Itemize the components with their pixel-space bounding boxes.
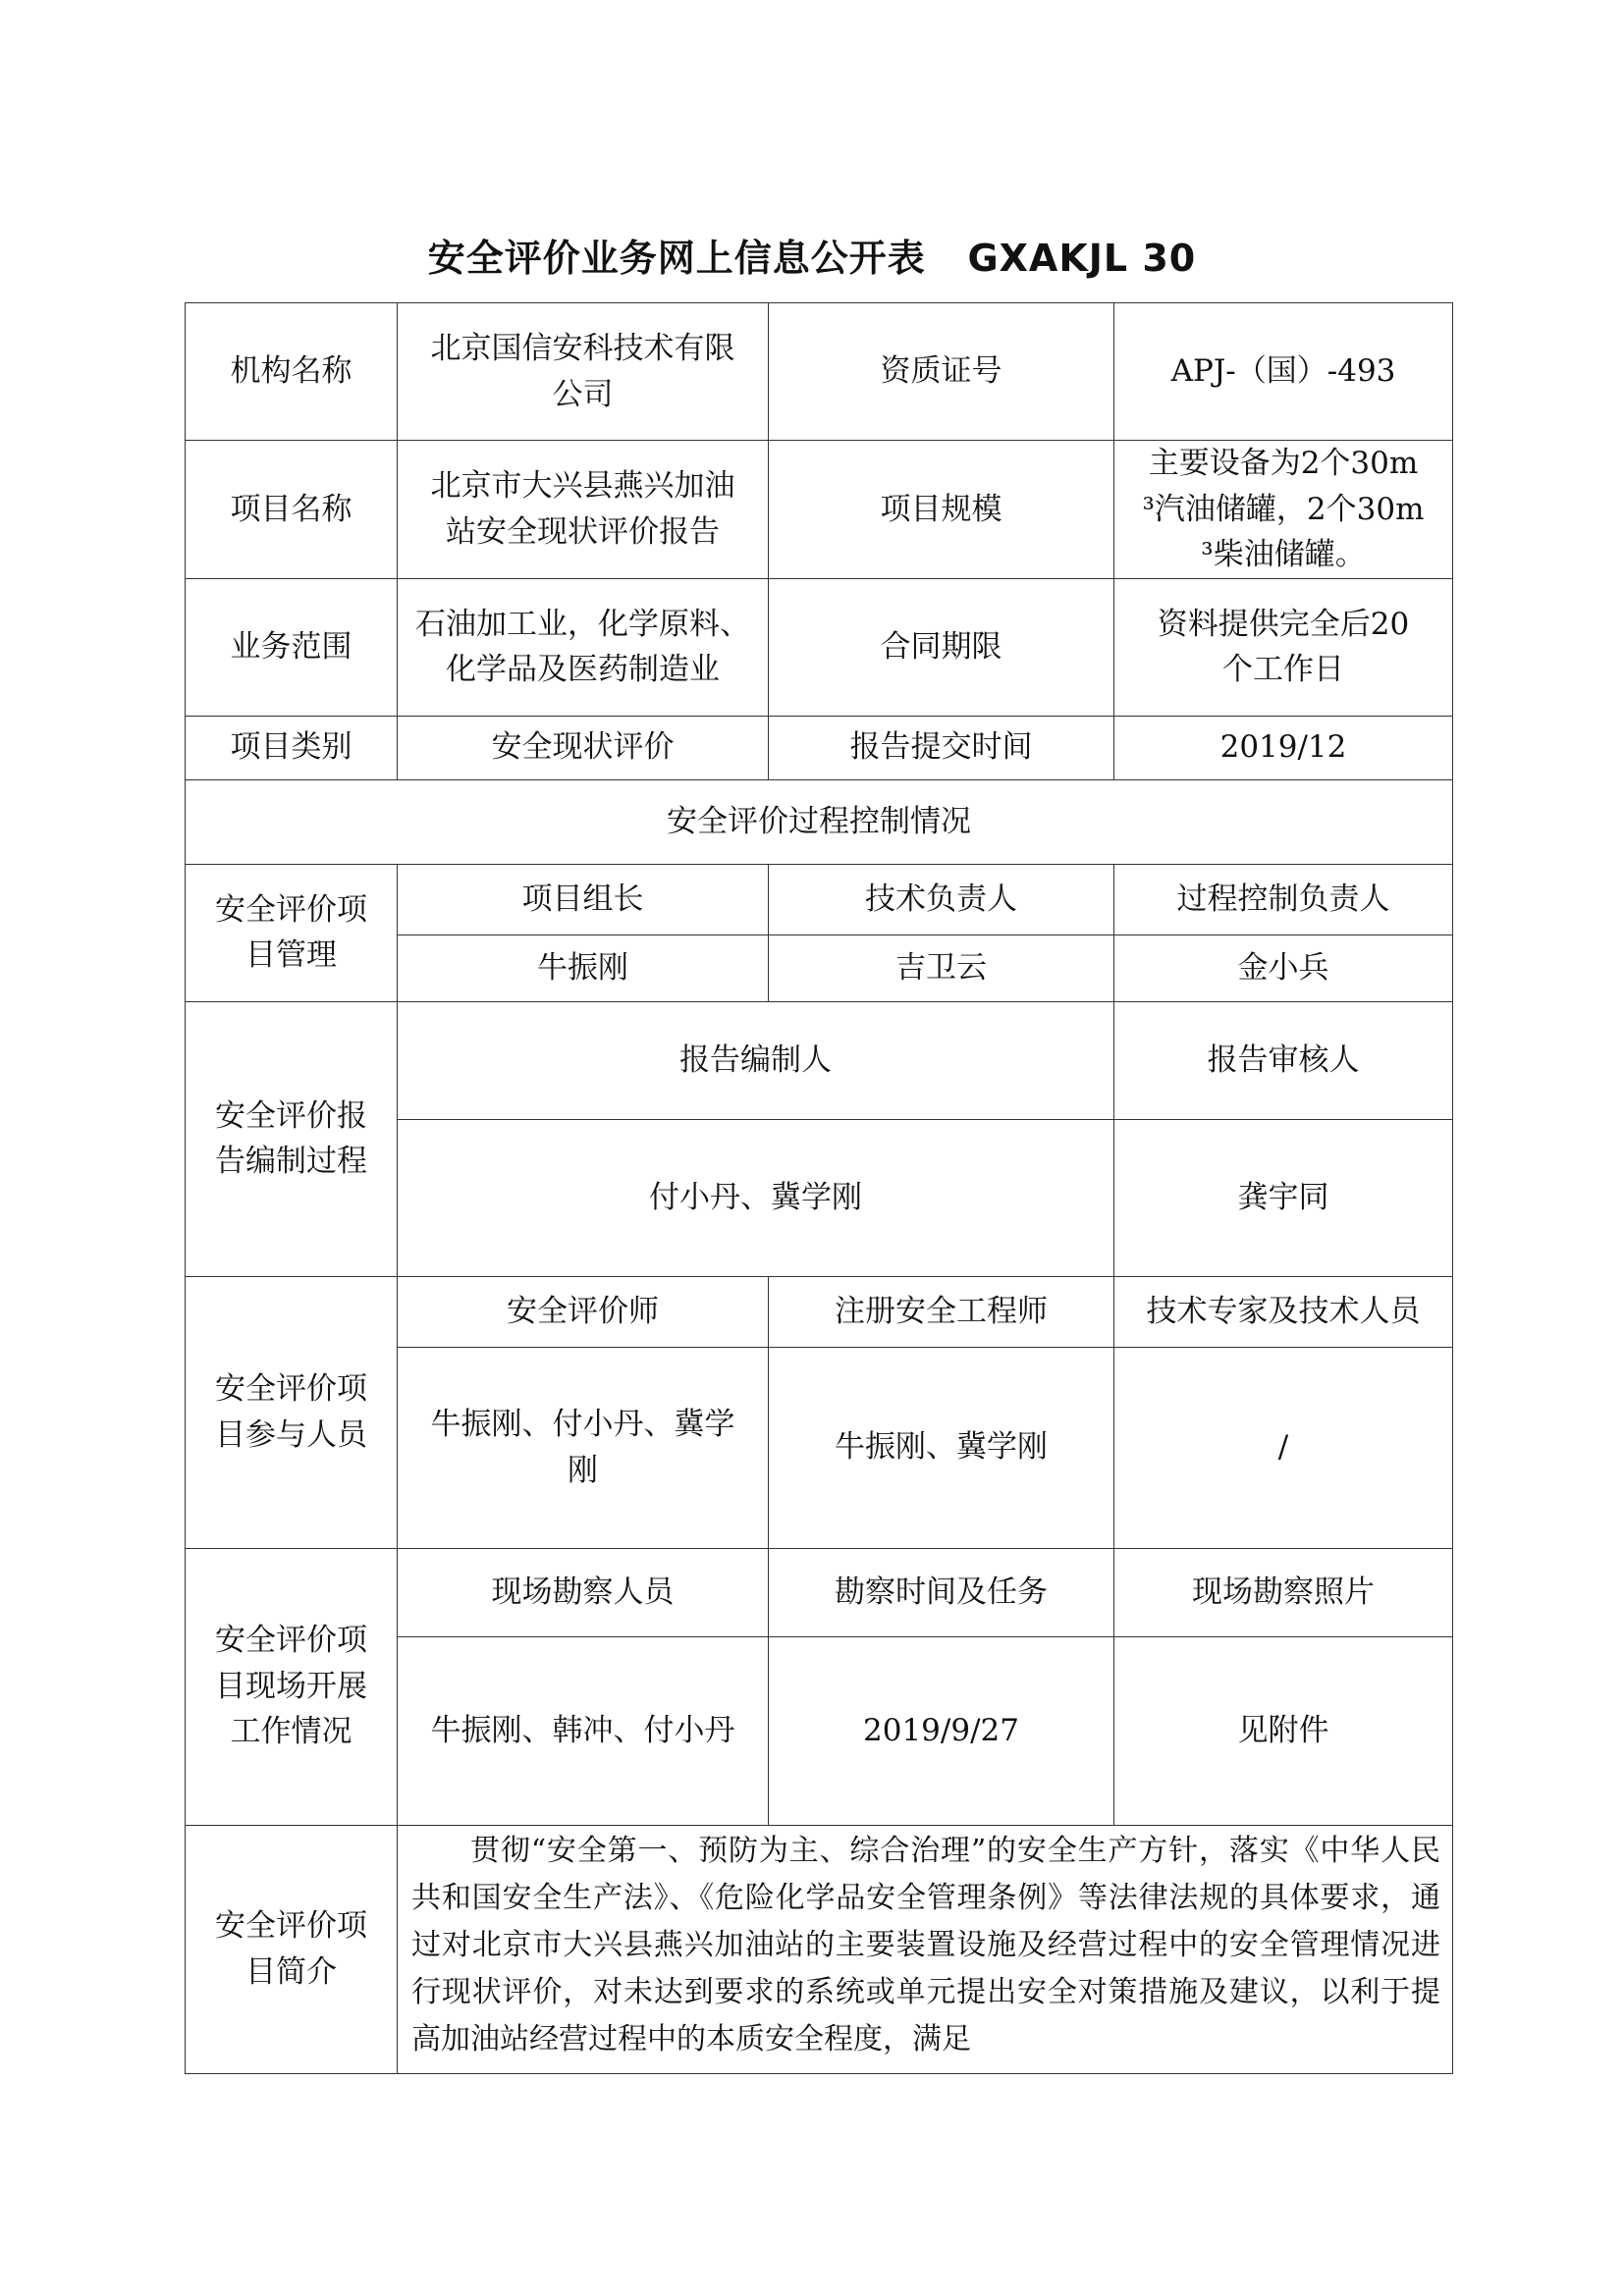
site-header: 勘察时间及任务 (769, 1548, 1114, 1636)
compile-label: 安全评价报 告编制过程 (186, 1001, 398, 1276)
row-process-header (186, 779, 1453, 864)
org-value: 北京国信安科技术有限 公司 (398, 303, 769, 441)
management-value: 牛振刚 (398, 934, 769, 1001)
info-table (185, 302, 1453, 2074)
management-value: 吉卫云 (769, 934, 1114, 1001)
cert-value: APJ-（国）-493 (1114, 303, 1453, 441)
row-compile-headers (186, 1001, 1453, 1119)
management-value: 金小兵 (1114, 934, 1453, 1001)
contract-label: 合同期限 (769, 578, 1114, 716)
participants-header: 技术专家及技术人员 (1114, 1276, 1453, 1347)
submit-label: 报告提交时间 (769, 716, 1114, 779)
scale-label: 项目规模 (769, 441, 1114, 579)
summary-text: 贯彻“安全第一、预防为主、综合治理”的安全生产方针，落实《中华人民共和国安全生产法》、《危险化学品安全管理条例》等法律法规的具体要求，通过对北京市大兴县燕兴加油站的主要装置设施及经营过程中的安全管理情况进行现状评价，对未达到要求的系统或单元提出安全对策措施及建议，以利于提高加油站经营过程中的本质安全程度，满足 (398, 1825, 1453, 2073)
scale-value: 主要设备为2个30m ³汽油储罐，2个30m ³柴油储罐。 (1114, 441, 1453, 579)
project-label: 项目名称 (186, 441, 398, 579)
site-value: 牛振刚、韩冲、付小丹 (398, 1636, 769, 1825)
row-summary (186, 1825, 1453, 2073)
document-title: 安全评价业务网上信息公开表 GXAKJL 30 (427, 237, 1197, 280)
site-value: 见附件 (1114, 1636, 1453, 1825)
site-value: 2019/9/27 (769, 1636, 1114, 1825)
participants-label: 安全评价项 目参与人员 (186, 1276, 398, 1548)
management-header: 项目组长 (398, 864, 769, 934)
row-project (186, 441, 1453, 579)
row-management-headers (186, 864, 1453, 934)
management-header: 技术负责人 (769, 864, 1114, 934)
process-header: 安全评价过程控制情况 (186, 779, 1453, 864)
category-value: 安全现状评价 (398, 716, 769, 779)
participants-header: 安全评价师 (398, 1276, 769, 1347)
summary-label: 安全评价项 目简介 (186, 1825, 398, 2073)
contract-value: 资料提供完全后20 个工作日 (1114, 578, 1453, 716)
compile-value: 龚宇同 (1114, 1119, 1453, 1276)
management-header: 过程控制负责人 (1114, 864, 1453, 934)
cert-label: 资质证号 (769, 303, 1114, 441)
compile-value: 付小丹、冀学刚 (398, 1119, 1114, 1276)
row-participant-headers (186, 1276, 1453, 1347)
participants-value: / (1114, 1347, 1453, 1548)
project-value: 北京市大兴县燕兴加油 站安全现状评价报告 (398, 441, 769, 579)
participants-header: 注册安全工程师 (769, 1276, 1114, 1347)
row-site-headers (186, 1548, 1453, 1636)
submit-value: 2019/12 (1114, 716, 1453, 779)
site-label: 安全评价项 目现场开展 工作情况 (186, 1548, 398, 1825)
row-category (186, 716, 1453, 779)
scope-value: 石油加工业，化学原料、 化学品及医药制造业 (398, 578, 769, 716)
participants-value: 牛振刚、付小丹、冀学 刚 (398, 1347, 769, 1548)
site-header: 现场勘察人员 (398, 1548, 769, 1636)
row-organization (186, 303, 1453, 441)
org-label: 机构名称 (186, 303, 398, 441)
category-label: 项目类别 (186, 716, 398, 779)
compile-header: 报告审核人 (1114, 1001, 1453, 1119)
scope-label: 业务范围 (186, 578, 398, 716)
compile-header: 报告编制人 (398, 1001, 1114, 1119)
row-scope (186, 578, 1453, 716)
site-header: 现场勘察照片 (1114, 1548, 1453, 1636)
participants-value: 牛振刚、冀学刚 (769, 1347, 1114, 1548)
management-label: 安全评价项 目管理 (186, 864, 398, 1001)
